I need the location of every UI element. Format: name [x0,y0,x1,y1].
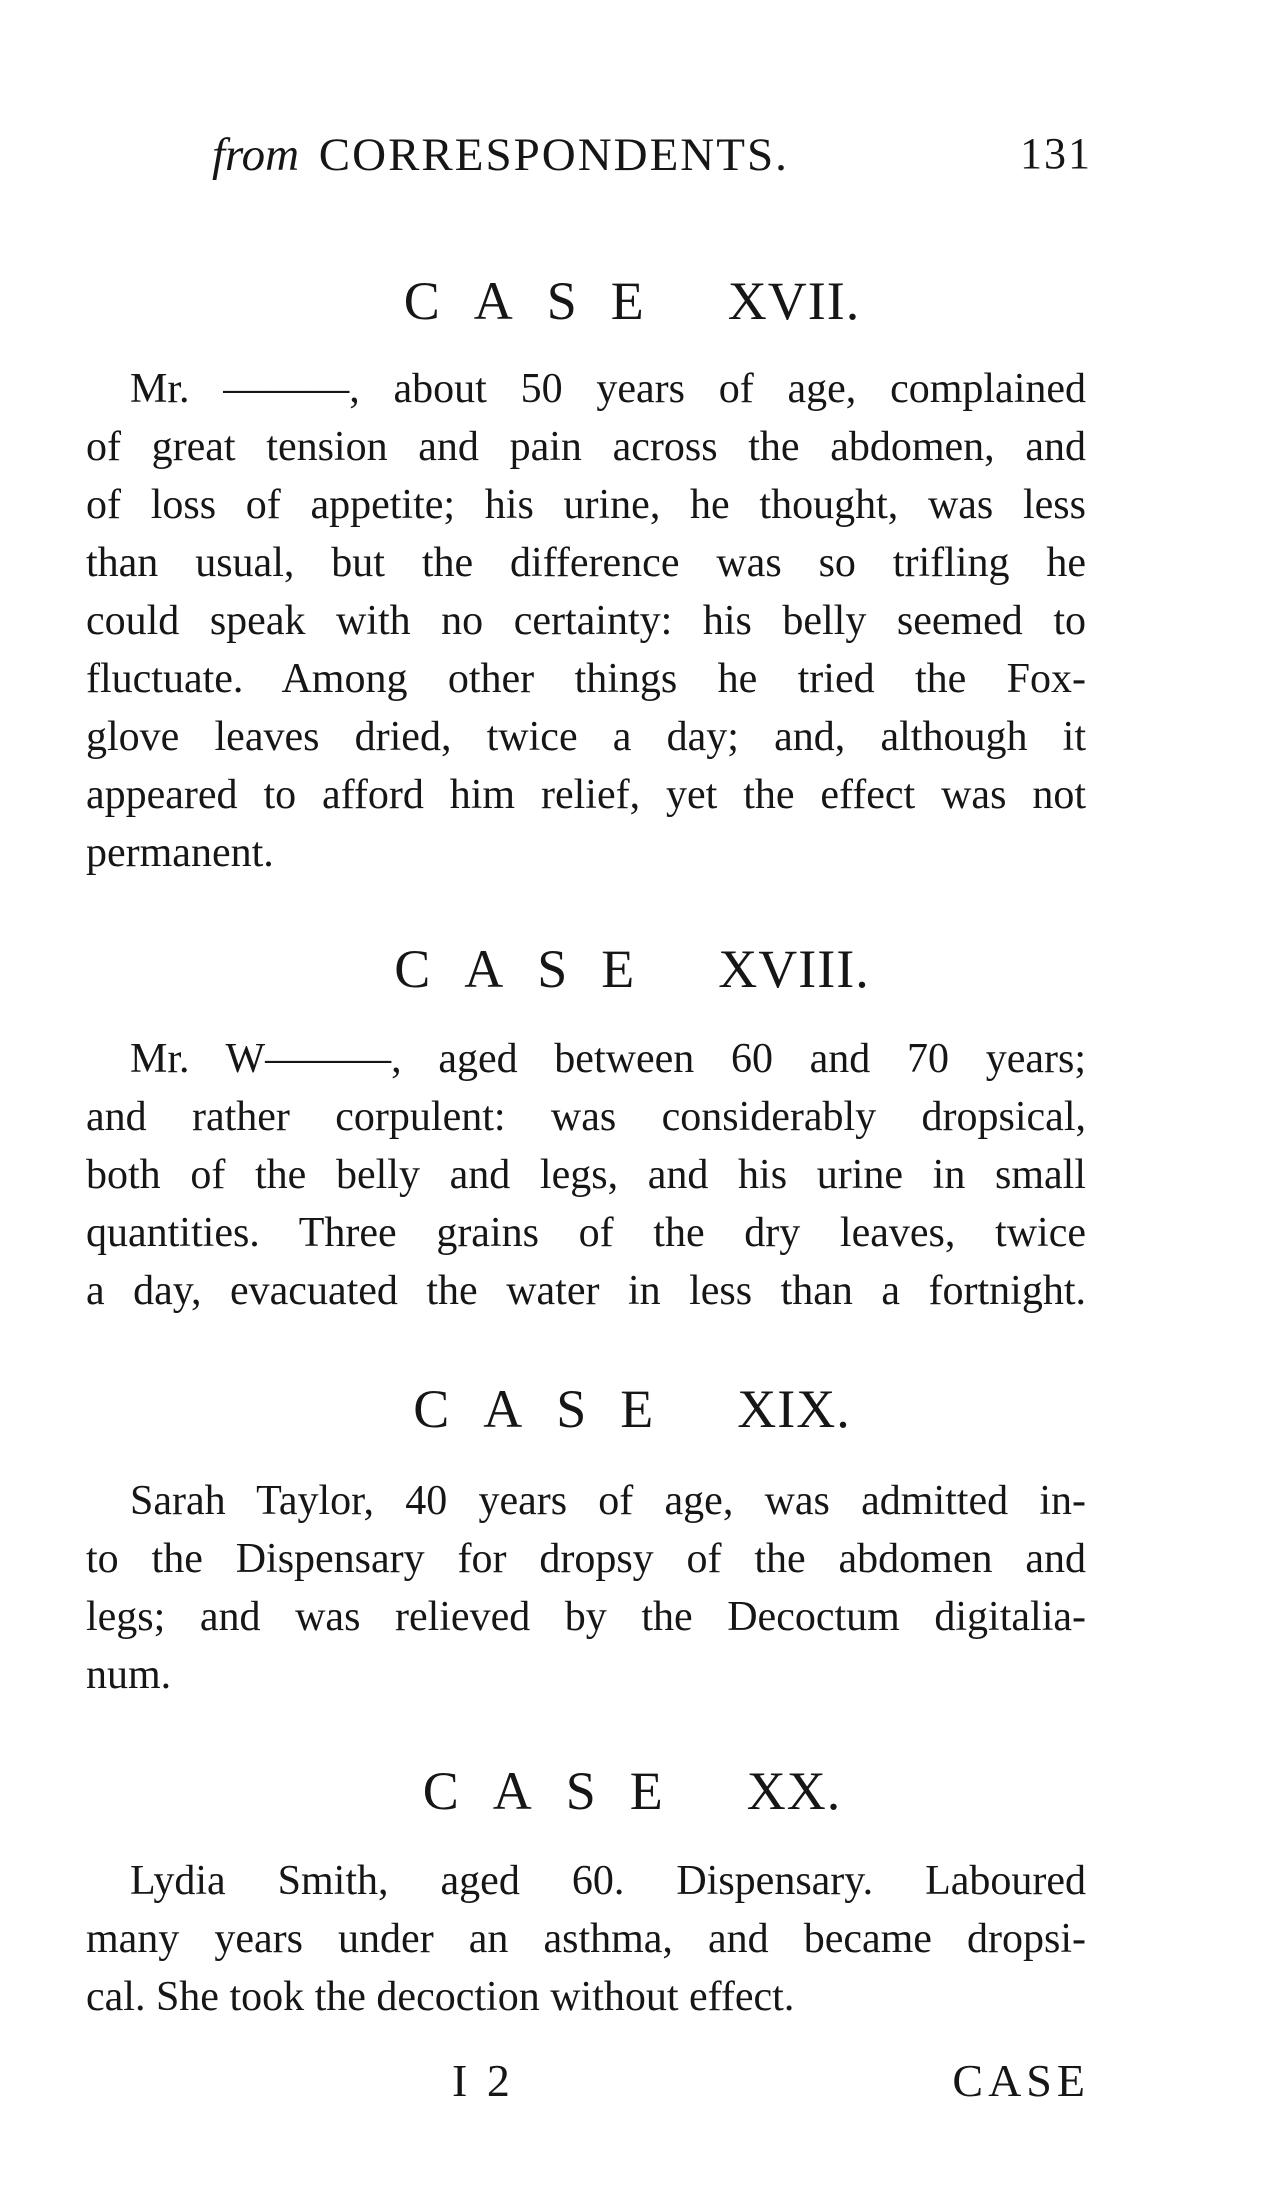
case-xviii-text [86,1030,1086,1320]
text-line: appeared to afford him relief, yet the effect was not [86,772,1086,818]
text-line: num. [86,1652,172,1698]
case-heading-numeral: XX. [746,1761,842,1821]
text-line: permanent. [86,830,274,876]
catchword: CASE [952,2055,1090,2106]
text-line: legs; and was relieved by the Decoctum digitalia- [86,1594,1086,1640]
page-footer [0,2054,1264,2124]
case-heading-word: CASE [413,1379,688,1439]
text-line: to the Dispensary for dropsy of the abdomen and [86,1536,1086,1582]
text-line: could speak with no certainty: his belly seemed to [86,598,1086,644]
case-xx-text [86,1852,1086,2026]
case-heading-numeral: XIX. [737,1379,851,1439]
text-line: fluctuate. Among other things he tried the Fox- [86,656,1086,702]
text-line: Mr. W———, aged between 60 and 70 years; [130,1036,1086,1082]
case-heading-numeral: XVII. [727,271,861,331]
text-line: a day, evacuated the water in less than a fortnight. [86,1268,1086,1314]
text-line: of loss of appetite; his urine, he thought, was less [86,482,1086,528]
page-number: 131 [1020,129,1092,178]
case-heading-xvii [0,270,1264,332]
case-heading-xx [0,1760,1264,1822]
signature-mark: I 2 [452,2055,514,2106]
case-heading-xix [0,1378,1264,1440]
case-xvii-text [86,360,1086,882]
text-line: glove leaves dried, twice a day; and, although it [86,714,1086,760]
case-xix-text [86,1472,1086,1704]
case-heading-xviii [0,938,1264,1000]
running-head [212,128,1092,198]
text-line: both of the belly and legs, and his urine in small [86,1152,1086,1198]
text-line: quantities. Three grains of the dry leaves, twice [86,1210,1086,1256]
case-heading-word: CASE [394,939,669,999]
case-heading-numeral: XVIII. [718,939,870,999]
text-line: Sarah Taylor, 40 years of age, was admitted in- [130,1478,1086,1524]
running-title [212,128,789,182]
text-line: Lydia Smith, aged 60. Dispensary. Laboured [130,1858,1086,1904]
running-title-text: CORRESPONDENTS. [318,129,789,181]
text-line: than usual, but the difference was so trifling he [86,540,1086,586]
case-heading-word: CASE [403,271,678,331]
text-line: cal. She took the decoction without effect. [86,1974,795,2020]
text-line: many years under an asthma, and became dropsi- [86,1916,1086,1962]
text-line: of great tension and pain across the abdomen, and [86,424,1086,470]
running-title-italic: from [212,129,300,181]
text-line: and rather corpulent: was considerably dropsical, [86,1094,1086,1140]
case-heading-word: CASE [422,1761,697,1821]
text-line: Mr. ———, about 50 years of age, complained [130,366,1086,412]
